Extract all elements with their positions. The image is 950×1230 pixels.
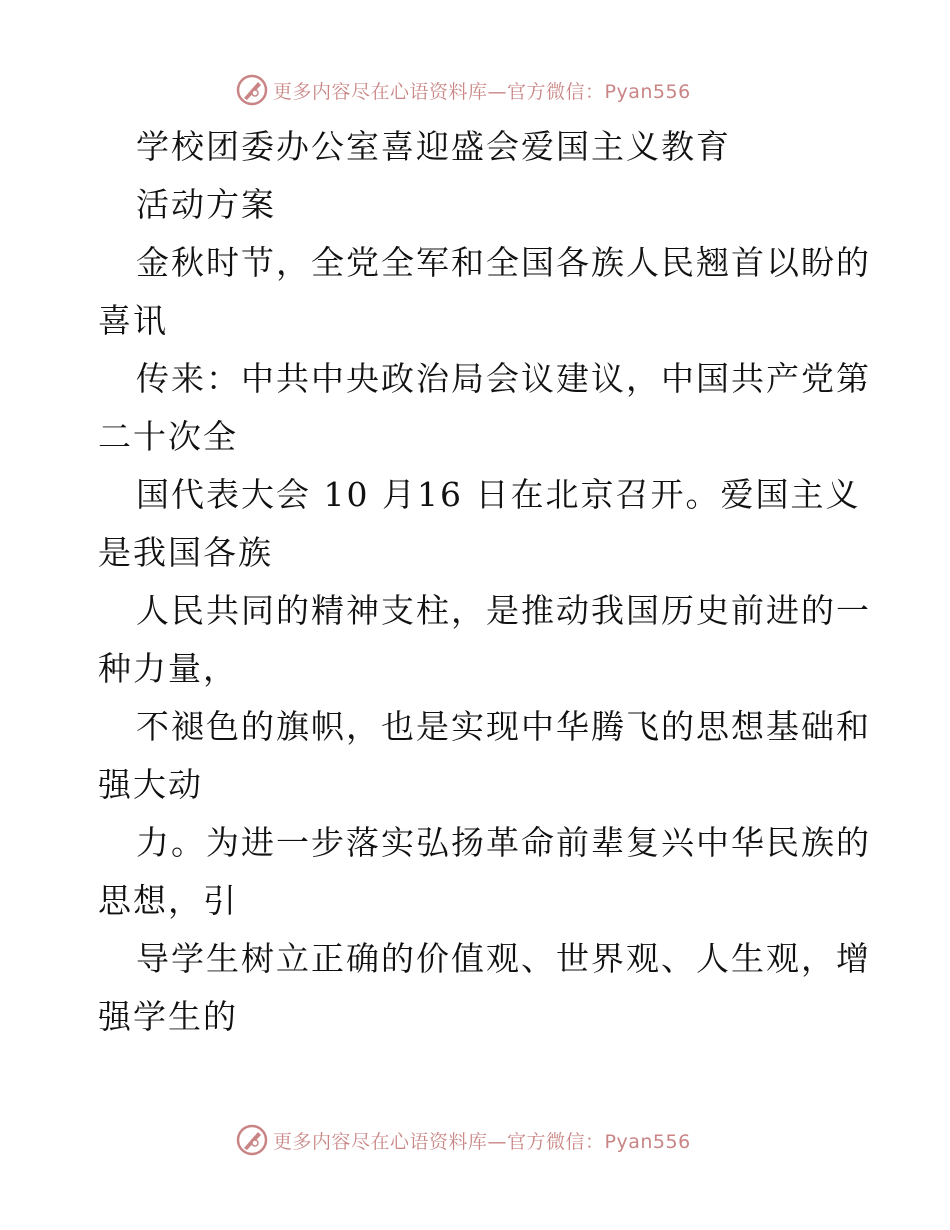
quill-seal-icon xyxy=(235,73,269,107)
text-line: 不褪色的旗帜，也是实现中华腾飞的思想基础和 xyxy=(136,707,871,746)
text-line: 导学生树立正确的价值观、世界观、人生观，增 xyxy=(136,939,871,978)
text-line: 学校团委办公室喜迎盛会爱国主义教育 xyxy=(136,127,731,166)
text-line: 强学生的 xyxy=(98,997,238,1036)
text-line: 力。为进一步落实弘扬革命前辈复兴中华民族的 xyxy=(136,823,871,862)
document-body xyxy=(98,118,871,1046)
text-line: 思想，引 xyxy=(98,881,238,920)
watermark-text: 更多内容尽在心语资料库—官方微信：Pyan556 xyxy=(273,80,691,103)
text-line: 强大动 xyxy=(98,765,203,804)
watermark-text: 更多内容尽在心语资料库—官方微信：Pyan556 xyxy=(273,1130,691,1153)
header-watermark xyxy=(235,72,691,108)
text-line: 二十次全 xyxy=(98,417,238,456)
text-line: 金秋时节，全党全军和全国各族人民翘首以盼的 xyxy=(136,243,871,282)
quill-seal-icon xyxy=(235,1123,269,1157)
text-line: 种力量， xyxy=(98,649,238,688)
text-line: 是我国各族 xyxy=(98,533,273,572)
text-line: 国代表大会 10 月16 日在北京召开。爱国主义 xyxy=(136,475,861,514)
footer-watermark xyxy=(235,1122,691,1158)
text-line: 人民共同的精神支柱，是推动我国历史前进的一 xyxy=(136,591,871,630)
text-line: 传来：中共中央政治局会议建议，中国共产党第 xyxy=(136,359,871,398)
text-line: 活动方案 xyxy=(136,185,276,224)
text-line: 喜讯 xyxy=(98,301,168,340)
